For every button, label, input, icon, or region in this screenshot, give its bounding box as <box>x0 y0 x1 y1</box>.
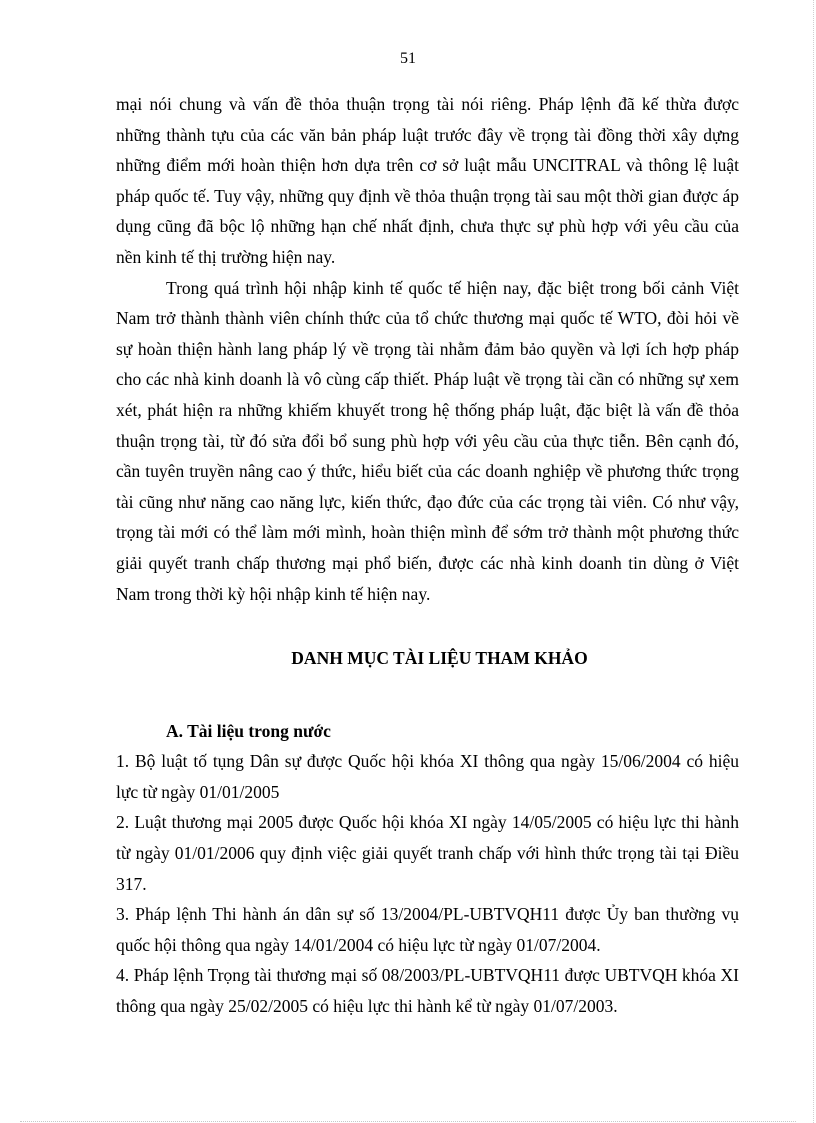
reference-item: 3. Pháp lệnh Thi hành án dân sự số 13/2004/PL-UBTVQH11 được Ủy ban thường vụ quốc hội thông qua ngày 14/01/2004 có hiệu lực từ ngày 01/07/2004. <box>116 904 739 955</box>
page-number: 51 <box>400 50 416 67</box>
reference-item: 2. Luật thương mại 2005 được Quốc hội khóa XI ngày 14/05/2005 có hiệu lực thi hành từ ngày 01/01/2006 quy định việc giải quyết tranh chấp với hình thức trọng tài tại Điều 317. <box>116 812 739 894</box>
reference-item: 1. Bộ luật tố tụng Dân sự được Quốc hội khóa XI thông qua ngày 15/06/2004 có hiệu lực từ ngày 01/01/2005 <box>116 751 739 802</box>
reference-item: 4. Pháp lệnh Trọng tài thương mại số 08/2003/PL-UBTVQH11 được UBTVQH khóa XI thông qua ngày 25/02/2005 có hiệu lực thi hành kể từ ngày 01/07/2003. <box>116 965 739 1017</box>
domestic-references-heading: A. Tài liệu trong nước <box>166 720 331 741</box>
paragraph-continued: mại nói chung và vấn đề thỏa thuận trọng tài nói riêng. Pháp lệnh đã kế thừa được những thành tựu của các văn bản pháp luật trước đây về trọng tài đồng thời xây dựng những điểm mới hoàn thiện hơn dựa trên cơ sở luật mẫu UNCITRAL và thông lệ luật pháp quốc tế. Tuy vậy, những quy định về thỏa thuận trọng tài sau một thời gian được áp dụng cũng đã bộc lộ những hạn chế nhất định, chưa thực sự phù hợp với yêu cầu của nền kinh tế thị trường hiện nay. <box>116 94 739 267</box>
body-text <box>116 89 739 1022</box>
reference-list <box>116 746 739 1021</box>
page-edge-rule-bottom <box>20 1121 796 1122</box>
page-edge-rule-right <box>813 0 814 1123</box>
paragraph-conclusion: Trong quá trình hội nhập kinh tế quốc tế hiện nay, đặc biệt trong bối cảnh Việt Nam trở thành thành viên chính thức của tổ chức thương mại quốc tế WTO, đòi hỏi về sự hoàn thiện hành lang pháp lý về trọng tài nhằm đảm bảo quyền và lợi ích hợp pháp cho các nhà kinh doanh là vô cùng cấp thiết. Pháp luật về trọng tài cần có những sự xem xét, phát hiện ra những khiếm khuyết trong hệ thống pháp luật, đặc biệt là vấn đề thỏa thuận trọng tài, từ đó sửa đổi bổ sung phù hợp với yêu cầu của thực tiễn. Bên cạnh đó, cần tuyên truyền nâng cao ý thức, hiểu biết của các doanh nghiệp về phương thức trọng tài cũng như năng cao năng lực, kiến thức, đạo đức của các trọng tài viên. Có như vậy, trọng tài mới có thể làm mới mình, hoàn thiện mình để sớm trở thành một phương thức giải quyết tranh chấp thương mại phổ biến, được các nhà kinh doanh tin dùng ở Việt Nam trong thời kỳ hội nhập kinh tế hiện nay. <box>116 277 739 604</box>
references-heading: DANH MỤC TÀI LIỆU THAM KHẢO <box>291 648 588 669</box>
